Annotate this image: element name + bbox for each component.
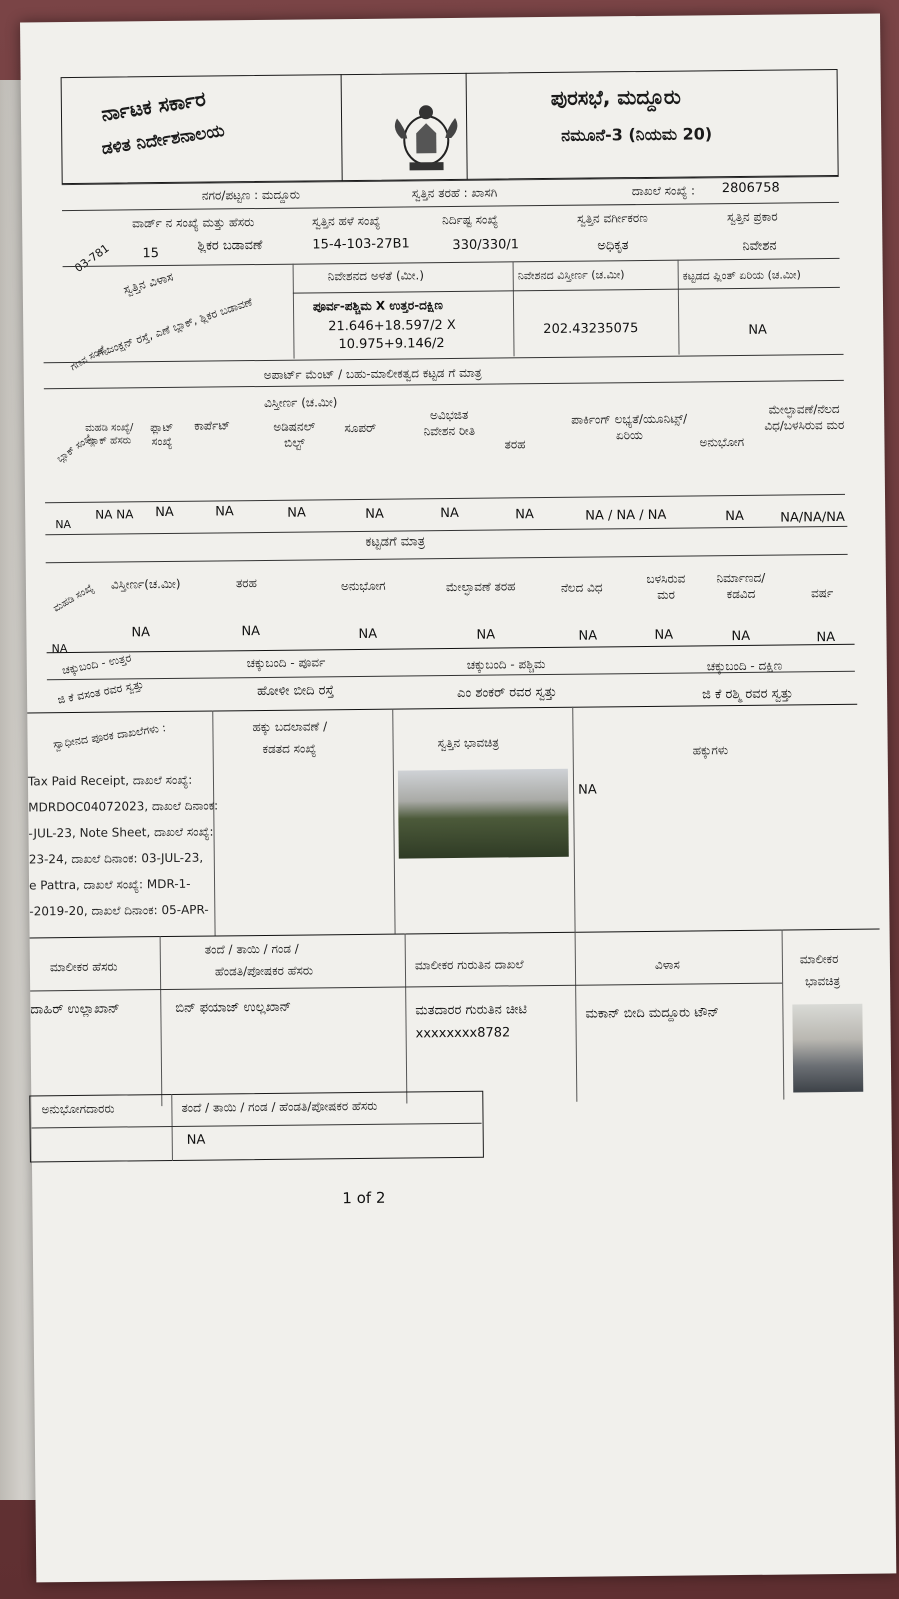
bld-val-1: NA [131,625,151,641]
survey-label: ನಿರ್ದಿಷ್ಟ ಸಂಖ್ಯೆ [442,212,499,228]
owner-photo-label-1: ಮಾಲೀಕರ [799,951,839,967]
kind-label: ಸ್ವತ್ತಿನ ಪ್ರಕಾರ [727,209,778,225]
doc-line-4: 23-24, ದಾಖಲೆ ದಿನಾಂಕ: 03-JUL-23, [28,850,204,867]
bld-col-5: ನೆಲದ ವಿಧ [560,580,603,595]
apt-col-1: ಮಹಡಿ ಸಂಖ್ಯೆ/ಬ್ಲಾಕ್ ಹೆಸರು [85,422,134,447]
owner-name-label: ಮಾಲೀಕರ ಹೆಸರು [49,959,118,975]
apt-col-10: ಮೇಲ್ಛಾವಣೆ/ನೆಲದ ವಿಧ/ಬಳಸಿರುವ ಮರ [764,401,845,433]
occupant-value: NA [186,1132,206,1148]
south-label: ಚಕ್ಕುಬಂದಿ - ದಕ್ಷಿಣ [706,658,783,674]
apt-val-7: NA [515,507,534,523]
record-no-value: 2806758 [721,180,780,197]
west-label: ಚಕ್ಕುಬಂದಿ - ಪಶ್ಚಿಮ [466,657,546,672]
area-value: 202.43235075 [543,321,639,338]
owner-addr-label: ವಿಳಾಸ [654,957,680,972]
kind-value: ನಿವೇಶನ [742,238,777,254]
bld-col-4: ಮೇಲ್ಛಾವಣೆ ತರಹ [445,579,516,595]
apt-val-2: NA [155,504,174,521]
south-value: ಜಿ ಕೆ ರಶ್ಮಿ ರವರ ಸ್ವತ್ತು [702,686,794,703]
apt-col-9: ಅನುಭೋಗ [699,434,745,450]
doc-line-6: -2019-20, ದಾಖಲೆ ದಿನಾಂಕ: 05-APR- [29,902,209,919]
occupant-parent-label: ತಂದೆ / ತಾಯಿ / ಗಂಡ / ಹೆಂಡತಿ/ಪೋಷಕರ ಹೆಸರು [181,1098,378,1115]
apt-val-10: NA/NA/NA [780,509,845,526]
doc-line-1: Tax Paid Receipt, ದಾಖಲೆ ಸಂಖ್ಯೆ: [27,772,193,789]
ward-no: 15 [142,246,160,262]
bld-val-5: NA [578,628,598,644]
east-value: ಹೋಳೀ ಬೀದಿ ರಸ್ತೆ [256,683,335,700]
bld-val-3: NA [358,626,378,642]
apt-val-3: NA [215,504,234,520]
bld-col-7: ನಿರ್ಮಾಣದ/ ಕಡವಿದ [716,570,766,601]
pid-label: ಸ್ವತ್ತಿನ ಹಳೆ ಸಂಖ್ಯೆ [312,213,381,229]
apt-val-9: NA [725,508,744,525]
apartment-area-group: ವಿಸ್ತೀರ್ಣ (ಚ.ಮೀ) [263,395,338,410]
owner-parent-label-1: ತಂದೆ / ತಾಯಿ / ಗಂಡ / [204,941,299,957]
apt-col-6: ಅವಿಭಜಿತ ನಿವೇಶನ ರೀತಿ [423,407,476,438]
property-photo [398,769,569,859]
ward-label: ವಾರ್ಡ್ ನ ಸಂಖ್ಯೆ ಮತ್ತು ಹೆಸರು [132,215,255,231]
bld-col-6: ಬಳಸಿರುವ ಮರ [646,571,686,602]
bld-col-8: ವರ್ಷ [810,586,834,601]
apt-col-5: ಸೂಪರ್ [344,420,377,436]
apt-val-4: NA [287,505,306,521]
transfer-label-1: ಹಕ್ಕು ಬದಲಾವಣೆ / [252,719,328,735]
bld-val-0: NA [51,642,68,656]
apt-val-6: NA [440,505,459,522]
rights-label: ಹಕ್ಕುಗಳು [692,743,729,758]
owner-photo [792,1004,863,1093]
apt-col-3: ಕಾರ್ಪೆಟ್ [194,418,231,433]
side-id: 03-781 [72,241,112,275]
east-label: ಚಕ್ಕುಬಂದಿ - ಪೂರ್ವ [246,655,326,671]
documents-label: ಸ್ವಾಧೀನದ ಪೂರಕ ದಾಖಲೆಗಳು : [52,721,167,752]
page-number: 1 of 2 [342,1188,386,1208]
document-page [20,13,896,1582]
side-label: ಗಣನ ಸಂಖ್ಯೆ [68,343,109,374]
addr-label: ಸ್ವತ್ತಿನ ವಿಳಾಸ [121,269,175,297]
north-value: ಜಿ ಕೆ ವಸಂತ ರವರ ಸ್ವತ್ತು [56,677,145,707]
building-heading: ಕಟ್ಟಡಗೆ ಮಾತ್ರ [365,534,426,550]
property-photo-label: ಸ್ವತ್ತಿನ ಭಾವಚಿತ್ರ [437,735,500,751]
dims-ns: 10.975+9.146/2 [338,336,445,353]
bld-val-2: NA [241,624,261,640]
owner-addr: ಮಕಾನ್ ಬೀದಿ ಮದ್ದೂರು ಟೌನ್ [585,1005,720,1022]
class-value: ಅಧಿಕೃತ [597,238,629,254]
doc-line-5: e Pattra, ದಾಖಲೆ ಸಂಖ್ಯೆ: MDR-1- [28,876,191,893]
apartment-side-label: ಬ್ಲಾಕ್ ಸಂಖ್ಯೆ [55,431,96,465]
transfer-label-2: ಕಡತದ ಸಂಖ್ಯೆ [262,741,317,757]
apartment-heading: ಅಪಾರ್ಟ್ ಮೆಂಟ್ / ಬಹು-ಮಾಲೀಕತ್ವದ ಕಟ್ಟಡ ಗೆ ಮಾತ್ರ [263,365,482,382]
state-govt-title: ರ್ನಾಟಕ ಸರ್ಕಾರ [99,86,208,126]
doc-line-3: -JUL-23, Note Sheet, ದಾಖಲೆ ಸಂಖ್ಯೆ: [28,824,214,841]
bld-col-2: ತರಹ [235,576,258,591]
apt-val-0: NA [55,517,72,532]
apt-col-2: ಫ್ಲಾಟ್ ಸಂಖ್ಯೆ [150,420,174,449]
city-label: ನಗರ/ಪಟ್ಟಣ : ಮದ್ದೂರು [201,187,301,203]
class-label: ಸ್ವತ್ತಿನ ವರ್ಗೀಕರಣ [577,210,648,226]
owner-parent: ಬಿನ್ ಫಯಾಜ್ ಉಲ್ಲಖಾನ್ [175,999,292,1016]
pid-value: 15-4-103-27B1 [312,236,410,253]
bld-col-3: ಅನುಭೋಗ [340,578,386,594]
area-label: ನಿವೇಶನದ ವಿಸ್ತೀರ್ಣ (ಚ.ಮೀ) [517,268,625,283]
property-type-label: ಸ್ವತ್ತಿನ ತರಹೆ : ಖಾಸಗಿ [411,185,498,201]
form-number: ನಮೂನೆ-3 (ನಿಯಮ 20) [561,124,713,145]
survey-value: 330/330/1 [452,237,520,253]
bld-val-8: NA [816,630,836,646]
apt-val-1: NA NA [95,507,134,522]
dims-label: ನಿವೇಶನದ ಅಳತೆ (ಮೀ.) [327,268,425,284]
apt-val-8: NA / NA / NA [585,507,667,524]
owner-photo-label-2: ಭಾವಚಿತ್ರ [805,973,841,989]
record-no-label: ದಾಖಲೆ ಸಂಖ್ಯೆ : [631,183,696,199]
dims-ew: 21.646+18.597/2 X [328,317,456,335]
occupant-label: ಅನುಭೋಗದಾರರು [41,1101,115,1117]
owner-id-type: ಮತದಾರರ ಗುರುತಿನ ಚೀಟಿ [415,1002,527,1019]
ward-name: ಶ್ಲಿಕರ ಬಡಾವಣೆ [197,237,263,254]
apt-col-7: ತರಹ [504,437,526,452]
doc-line-2: MDRDOC04072023, ದಾಖಲೆ ದಿನಾಂಕ: [28,798,219,815]
plinth-value: NA [748,322,767,338]
addr-value: ಗೆ ಜಂಕ್ಷನ್ ರಸ್ತೆ, ಎಣೆ ಬ್ಲಾಕ್, ಶ್ಲಿಕರ ಬಡಾವಣೆ [95,295,254,360]
directorate-title: ಡಳಿತ ನಿರ್ದೇಶನಾಲಯ [100,120,226,160]
owner-parent-label-2: ಹೆಂಡತಿ/ಪೋಷಕರ ಹೆಸರು [214,963,314,979]
state-emblem-icon [381,98,472,179]
property-photo-value: NA [578,782,597,798]
bld-col-1: ವಿಸ್ತೀರ್ಣ(ಚ.ಮೀ) [110,576,181,592]
west-value: ಎಂ ಶಂಕರ್ ರವರ ಸ್ವತ್ತು [456,684,557,701]
bld-col-0: ಮಹಡಿ ಸಂಖ್ಯೆ [51,582,96,615]
north-label: ಚಕ್ಕುಬಂದಿ - ಉತ್ತರ [61,651,133,678]
owner-id-no: xxxxxxxx8782 [415,1025,511,1042]
apt-col-4: ಅಡಿಷನಲ್ ಬಿಲ್ಟ್ [273,419,316,450]
bld-val-4: NA [476,627,496,643]
dims-direction: ಪೂರ್ವ-ಪಶ್ಚಿಮ X ಉತ್ತರ-ದಕ್ಷಿಣ [312,298,443,314]
plinth-label: ಕಟ್ಟಡದ ಪ್ಲಿಂತ್ ಏರಿಯ (ಚ.ಮೀ) [682,268,801,283]
municipality-title: ಪುರಸಭೆ, ಮದ್ದೂರು [550,84,681,110]
bld-val-7: NA [731,628,751,645]
apt-col-8: ಪಾರ್ಕಿಂಗ್ ಲಭ್ಯತೆ/ಯೂನಿಟ್ಸ್/ಏರಿಯ [571,411,688,442]
apt-val-5: NA [365,506,384,522]
owner-id-label: ಮಾಲೀಕರ ಗುರುತಿನ ದಾಖಲೆ [414,957,524,973]
bld-val-6: NA [654,627,674,643]
owner-name: ದಾಹಿರ್ ಉಲ್ಲಾಖಾನ್ [30,1001,120,1018]
